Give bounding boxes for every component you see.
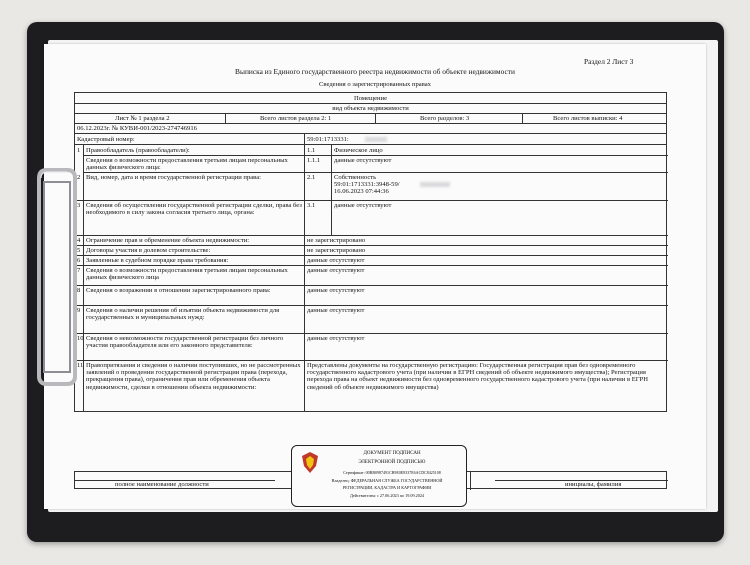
object-type-box xyxy=(74,92,667,114)
row-label: Правопритязания и сведения о наличии поступивших, но не рассмотренных заявлений о проведении государственной регистрации права (перехода, прекращения права), ограничения прав или обременения объекта недвижимости, сделки в отношении объекта недвижимости: xyxy=(86,362,301,391)
cadastral-row xyxy=(74,134,667,145)
row-number: 2 xyxy=(77,174,81,181)
cadastral-label: Кадастровый номер: xyxy=(77,136,135,143)
section-count: Всего разделов: 3 xyxy=(420,115,470,122)
row-value: Представлены документы на государственную регистрацию: Государственная регистрация прав без одновременного государственного кадастрового учета (при наличии в ЕГРН сведений об объекте недвижимого имущества); Регистрация перехода права на объект недвижимости без одновременного государственного кадастрового учета (при наличии в ЕГРН сведений об объекте недвижимого имущества) xyxy=(307,362,649,391)
row-label: Сведения о возможности предоставления третьим лицам персональных данных физического лица: xyxy=(86,157,288,172)
row-value: данные отсутствуют xyxy=(334,157,392,164)
section-sheet-label: Раздел 2 Лист 3 xyxy=(584,57,634,66)
row-number: 11 xyxy=(77,362,84,369)
row-number: 5 xyxy=(77,247,81,254)
redaction-blur xyxy=(420,182,450,187)
row-number: 9 xyxy=(77,307,81,314)
sheet-count-section: Всего листов раздела 2: 1 xyxy=(260,115,332,122)
row-value: Собственность 59:01:1713331:3948-59/ 16.06.2023 07:44:36 xyxy=(334,174,400,196)
document-title: Выписка из Единого государственного реестра недвижимости об объекте недвижимости xyxy=(235,67,515,76)
row-number: 3 xyxy=(77,202,81,209)
stamp-certificate: Сертификат: 00BB0987491CB9E0E8337E6ACDC8425108 xyxy=(343,470,441,475)
row-value: Физическое лицо xyxy=(334,147,383,154)
sheet-count-total: Всего листов выписки: 4 xyxy=(553,115,623,122)
row-label: Сведения о невозможности государственной регистрации без личного участия правообладателя или его законного представителя: xyxy=(86,335,284,350)
row-number: 4 xyxy=(77,237,81,244)
row-label: Заявленные в судебном порядке права требования: xyxy=(86,257,229,264)
row-label: Договоры участия в долевом строительстве: xyxy=(86,247,211,254)
row-sub: 3.1 xyxy=(307,202,316,209)
row-label: Сведения о наличии решения об изъятии объекта недвижимости для государственных и муниципальных нужд: xyxy=(86,307,280,322)
row-label: Сведения об осуществлении государственной регистрации сделки, права без необходимого в силу закона согласия третьего лица, органа: xyxy=(86,202,302,217)
rights-table xyxy=(74,145,667,412)
row-label: Сведения о возможности предоставления третьим лицам персональных данных физического лица xyxy=(86,267,288,282)
row-label: Правообладатель (правообладатели): xyxy=(86,147,190,154)
row-value: не зарегистрировано xyxy=(307,237,366,244)
name-caption: инициалы, фамилия xyxy=(565,481,622,488)
electronic-signature-stamp xyxy=(291,445,467,507)
row-value: не зарегистрировано xyxy=(307,247,366,254)
object-type-caption: вид объекта недвижимости xyxy=(332,105,409,112)
stamp-validity: Действителен: с 27.06.2023 по 19.09.2024 xyxy=(349,493,425,498)
position-caption: полное наименование должности xyxy=(115,481,209,488)
row-sub: 1.1.1 xyxy=(307,157,321,164)
row-label: Вид, номер, дата и время государственной регистрации права: xyxy=(86,174,261,181)
row-number: 10 xyxy=(77,335,84,342)
row-label: Сведения о возражении в отношении зарегистрированного права: xyxy=(86,287,271,294)
row-value: данные отсутствуют xyxy=(307,335,365,342)
row-number: 1 xyxy=(77,147,81,154)
row-value: данные отсутствуют xyxy=(307,287,365,294)
object-type: Помещение xyxy=(353,95,388,102)
binder-clip-icon xyxy=(33,168,84,388)
row-value: данные отсутствуют xyxy=(307,257,365,264)
doc-reference: 06.12.2023г. № КУВИ-001/2023-274746916 xyxy=(77,125,197,132)
stamp-owner-2: РЕГИСТРАЦИИ, КАДАСТРА И КАРТОГРАФИИ xyxy=(342,485,432,490)
row-value: данные отсутствуют xyxy=(307,267,365,274)
sheet-info-row xyxy=(74,114,667,124)
row-label: Ограничение прав и обременение объекта недвижимости: xyxy=(86,237,250,244)
row-number: 8 xyxy=(77,287,81,294)
row-sub: 1.1 xyxy=(307,147,316,154)
stamp-owner: Владелец: ФЕДЕРАЛЬНАЯ СЛУЖБА ГОСУДАРСТВЕННОЙ xyxy=(331,478,443,483)
row-number: 7 xyxy=(77,267,81,274)
row-number: 6 xyxy=(77,257,81,264)
row-value: данные отсутствуют xyxy=(307,307,365,314)
document-page xyxy=(44,44,706,509)
cadastral-number: 59:01:1713331: xyxy=(307,136,349,143)
doc-ref-row xyxy=(74,124,667,134)
stamp-subtitle: ЭЛЕКТРОННОЙ ПОДПИСЬЮ xyxy=(358,460,426,465)
row-sub: 2.1 xyxy=(307,174,316,181)
document-subtitle: Сведения о зарегистрированных правах xyxy=(319,81,431,88)
emblem-icon xyxy=(300,451,320,475)
sheet-number: Лист № 1 раздела 2 xyxy=(115,115,170,122)
redaction-blur xyxy=(365,137,387,142)
stamp-title: ДОКУМЕНТ ПОДПИСАН xyxy=(363,451,421,456)
row-value: данные отсутствуют xyxy=(334,202,392,209)
